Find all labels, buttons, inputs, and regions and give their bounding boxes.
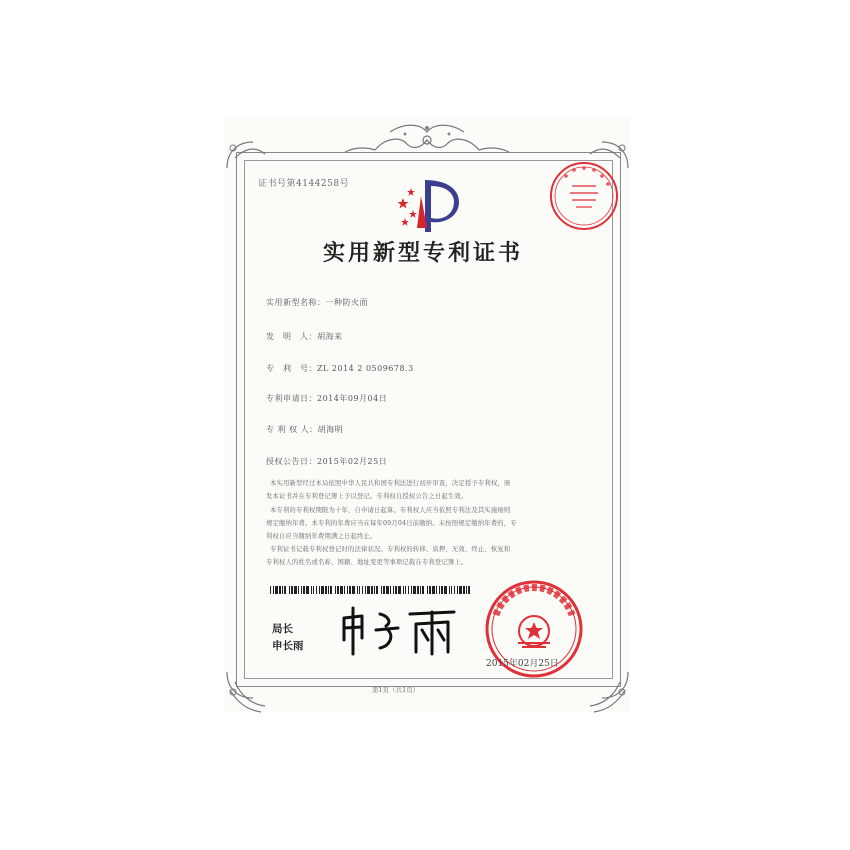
- barcode-stripe: [408, 586, 409, 594]
- field-value: 胡海明: [317, 425, 344, 434]
- certificate-number: 证书号第4144258号: [258, 179, 350, 189]
- body-paragraph-line: 利权自应当缴纳年费期满之日起终止。: [266, 533, 377, 540]
- barcode-stripe: [347, 586, 348, 594]
- barcode-stripe: [275, 586, 278, 594]
- barcode-stripe: [349, 586, 351, 594]
- barcode-stripe: [359, 586, 360, 594]
- barcode-stripe: [328, 586, 329, 594]
- barcode-stripe: [457, 586, 458, 594]
- barcode-stripe: [459, 586, 462, 594]
- barcode-stripe: [413, 586, 416, 594]
- top-ornament: [225, 118, 630, 162]
- field-value: 胡海来: [317, 332, 343, 341]
- body-paragraph-line: 专利证书记载专利权登记时的法律状况。专利权的转移、质押、无效、终止、恢复和: [270, 546, 511, 553]
- barcode-stripe: [405, 586, 406, 594]
- barcode-stripe: [291, 586, 293, 594]
- corner-ornament-top-left: [225, 140, 255, 170]
- barcode-stripe: [454, 586, 455, 594]
- barcode-stripe: [367, 586, 370, 594]
- body-paragraph-line: 规定缴纳年费。本专利的年费应当在每年09月04日前缴纳。未按照规定缴纳年费的，专: [266, 520, 517, 527]
- barcode-stripe: [306, 586, 309, 594]
- barcode-stripe: [436, 586, 437, 594]
- barcode-stripe: [381, 586, 382, 594]
- barcode-stripe: [393, 586, 394, 594]
- barcode-stripe: [374, 586, 375, 594]
- barcode-stripe: [273, 586, 274, 594]
- barcode-stripe: [289, 586, 290, 594]
- barcode-stripe: [279, 586, 281, 594]
- field-value: 一种防火面: [325, 298, 368, 307]
- barcode-stripe: [357, 586, 358, 594]
- field-patentee: [266, 424, 343, 435]
- barcode-stripe: [395, 586, 397, 594]
- director-title: 局长: [272, 623, 293, 635]
- barcode-stripe: [335, 586, 336, 594]
- barcode-stripe: [282, 586, 283, 594]
- barcode-stripe: [420, 586, 421, 594]
- barcode-stripe: [463, 586, 465, 594]
- field-value: 2015年02月25日: [317, 457, 388, 466]
- barcode-stripe: [429, 586, 431, 594]
- field-label: 发 明 人：: [266, 332, 317, 341]
- barcode-stripe: [376, 586, 378, 594]
- body-paragraph-line: 本实用新型经过本局依照中华人民共和国专利法进行初步审查，决定授予专利权，颁: [270, 480, 511, 487]
- barcode-stripe: [340, 586, 343, 594]
- corner-ornament-bottom-left: [225, 670, 255, 700]
- barcode-stripe: [365, 586, 366, 594]
- barcode-stripe: [386, 586, 389, 594]
- barcode-stripe: [298, 586, 299, 594]
- barcode-stripe: [311, 586, 312, 594]
- barcode-stripe: [313, 586, 314, 594]
- field-label: 专利申请日：: [266, 394, 317, 403]
- field-inventor: [266, 331, 343, 342]
- barcode-stripe: [422, 586, 424, 594]
- field-label: 实用新型名称：: [266, 298, 326, 307]
- barcode-stripe: [468, 586, 470, 594]
- barcode-stripe: [439, 586, 440, 594]
- field-label: 专 利 权 人：: [266, 425, 318, 434]
- field-value: 2014年09月04日: [317, 394, 388, 403]
- barcode-stripe: [321, 586, 324, 594]
- barcode-stripe: [390, 586, 391, 594]
- field-utility-model-name: [266, 297, 368, 308]
- official-seal-top: [548, 160, 620, 232]
- barcode-stripe: [441, 586, 443, 594]
- field-patent-number: [266, 363, 414, 374]
- barcode-stripe: [301, 586, 302, 594]
- barcode-stripe: [316, 586, 317, 594]
- barcode-stripe: [427, 586, 428, 594]
- field-value: ZL 2014 2 0509678.3: [317, 364, 414, 373]
- field-grant-date: [266, 456, 387, 467]
- barcode-stripe: [330, 586, 332, 594]
- barcode-stripe: [466, 586, 467, 594]
- barcode-stripe: [344, 586, 345, 594]
- barcode-stripe: [449, 586, 450, 594]
- body-paragraph-line: 发本证书并在专利登记簿上予以登记。专利权自授权公告之日起生效。: [266, 493, 468, 500]
- barcode-stripe: [451, 586, 452, 594]
- bottom-ornament: [225, 676, 630, 716]
- field-label: 专 利 号：: [266, 364, 317, 373]
- director-name: 申长雨: [272, 640, 304, 652]
- seal-date: 2015年02月25日: [486, 659, 559, 669]
- barcode-stripe: [398, 586, 401, 594]
- barcode-stripe: [432, 586, 435, 594]
- barcode-stripe: [284, 586, 286, 594]
- certificate-title: 实用新型专利证书: [323, 240, 524, 266]
- page-footer: 第1页（共1页）: [372, 686, 420, 694]
- barcode: [270, 586, 470, 594]
- barcode-stripe: [303, 586, 305, 594]
- barcode-stripe: [337, 586, 339, 594]
- field-label: 授权公告日：: [266, 457, 317, 466]
- barcode-stripe: [325, 586, 327, 594]
- barcode-stripe: [411, 586, 412, 594]
- barcode-stripe: [403, 586, 404, 594]
- barcode-stripe: [319, 586, 320, 594]
- field-application-date: [266, 393, 387, 404]
- director-signature: [336, 604, 466, 660]
- barcode-stripe: [383, 586, 385, 594]
- corner-ornament-bottom-right: [600, 670, 630, 700]
- barcode-stripe: [444, 586, 447, 594]
- barcode-stripe: [417, 586, 419, 594]
- body-paragraph-line: 本专利的专利权期限为十年，自申请日起算。专利权人应当依照专利法及其实施细则: [270, 507, 511, 514]
- patent-office-logo: [397, 176, 465, 238]
- barcode-stripe: [371, 586, 373, 594]
- barcode-stripe: [294, 586, 297, 594]
- barcode-stripe: [352, 586, 355, 594]
- body-paragraph-line: 专利权人的姓名或名称、国籍、地址变更等事项记载在专利登记簿上。: [266, 559, 468, 566]
- barcode-stripe: [270, 586, 271, 594]
- barcode-stripe: [362, 586, 363, 594]
